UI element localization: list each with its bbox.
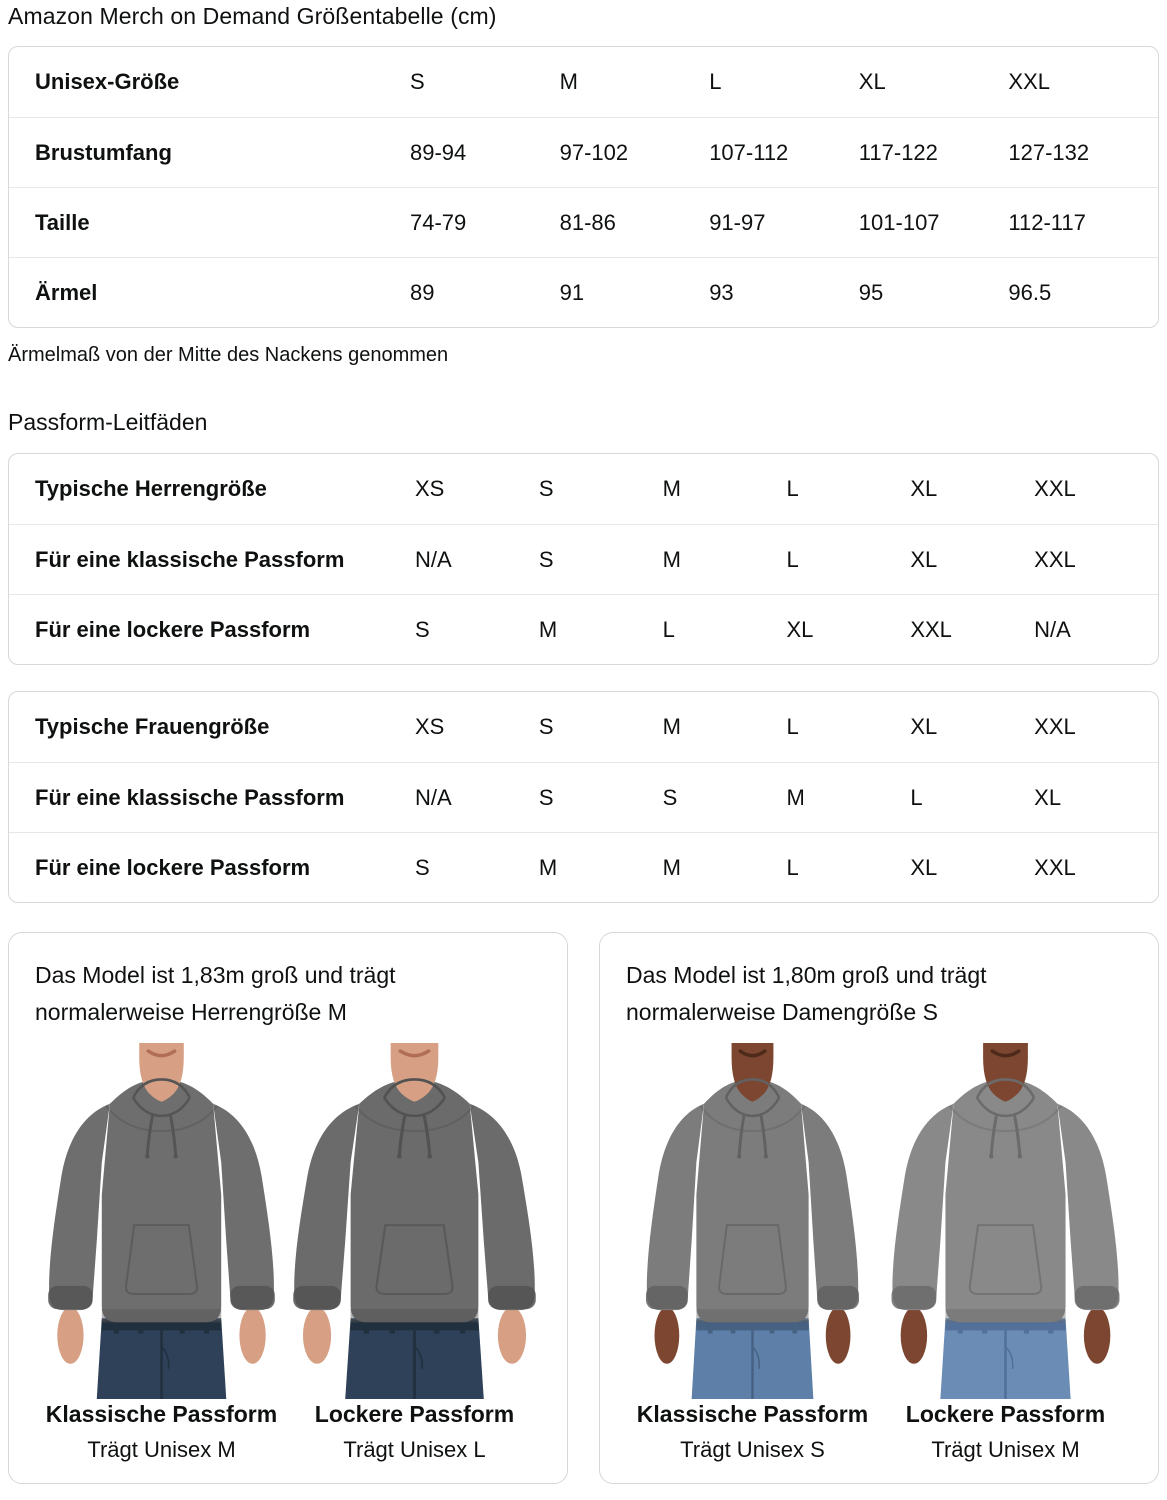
fit-guides-heading: Passform-Leitfäden	[8, 409, 208, 435]
cell-value: XL	[1034, 784, 1062, 810]
cell-value: N/A	[415, 546, 452, 572]
cell-value: S	[538, 784, 554, 810]
fit-label: Lockere Passform	[314, 1401, 515, 1428]
column-header: S	[538, 714, 554, 739]
model-cards	[8, 932, 1159, 1484]
cell-value: S	[415, 616, 430, 642]
model-card-women	[599, 932, 1159, 1484]
column-header: M	[559, 69, 578, 94]
row-label: Für eine lockere Passform	[35, 854, 311, 880]
cell-value: 112-117	[1008, 209, 1086, 235]
row-label: Ärmel	[35, 279, 98, 305]
column-header: XS	[415, 714, 445, 739]
cell-value: 74-79	[410, 209, 467, 235]
column-header: M	[662, 476, 681, 501]
page-title: Amazon Merch on Demand Größentabelle (cm)	[8, 3, 497, 29]
cell-value: 95	[858, 279, 884, 305]
cell-value: M	[538, 854, 558, 880]
table-row-waist	[9, 187, 1158, 257]
cell-value: 107-112	[709, 139, 789, 165]
row-label: Für eine klassische Passform	[35, 546, 345, 572]
table-header-row	[9, 454, 1158, 524]
table-header-row	[9, 692, 1158, 762]
model-figure-classic	[35, 1043, 288, 1463]
cell-value: XXL	[910, 616, 952, 642]
cell-value: XL	[910, 854, 938, 880]
table-row-chest	[9, 117, 1158, 187]
fit-label: Klassische Passform	[636, 1401, 869, 1428]
cell-value: L	[786, 854, 799, 880]
row-label: Typische Frauengröße	[35, 714, 270, 739]
cell-value: 91	[559, 279, 585, 305]
cell-value: S	[415, 854, 430, 880]
column-header: L	[786, 476, 799, 501]
fit-table-men	[8, 453, 1159, 665]
table-row-loose-fit	[9, 832, 1158, 902]
column-header: XXL	[1034, 714, 1076, 739]
table-row-classic-fit	[9, 524, 1158, 594]
cell-value: 101-107	[858, 209, 940, 235]
column-header: XS	[415, 476, 445, 501]
cell-value: N/A	[1034, 616, 1071, 642]
column-header: XXL	[1008, 69, 1050, 94]
column-header: S	[410, 69, 425, 94]
model-figure-loose	[879, 1043, 1132, 1463]
model-figure-classic	[626, 1043, 879, 1463]
model-description: Das Model ist 1,80m groß und trägt normalerweise Damengröße S	[626, 962, 987, 1025]
cell-value: M	[662, 546, 681, 572]
model-photo	[35, 1043, 288, 1399]
cell-value: XL	[910, 546, 938, 572]
cell-value: M	[538, 616, 558, 642]
column-header: XXL	[1034, 476, 1076, 501]
cell-value: L	[910, 784, 923, 810]
column-header: M	[662, 714, 681, 739]
row-label: Taille	[35, 209, 90, 235]
cell-value: L	[662, 616, 675, 642]
cell-value: 89-94	[410, 139, 467, 165]
column-header: L	[709, 69, 722, 94]
column-header: XL	[858, 69, 886, 94]
cell-value: S	[662, 784, 678, 810]
cell-value: 96.5	[1008, 279, 1052, 305]
cell-value: XL	[786, 616, 814, 642]
column-header: XL	[910, 714, 938, 739]
sleeve-measure-footnote: Ärmelmaß von der Mitte des Nackens genommen	[8, 344, 449, 366]
unisex-size-table	[8, 46, 1159, 328]
row-label: Für eine klassische Passform	[35, 784, 345, 810]
cell-value: 81-86	[559, 209, 616, 235]
model-description: Das Model ist 1,83m groß und trägt normalerweise Herrengröße M	[35, 962, 396, 1025]
table-row-sleeve	[9, 257, 1158, 327]
model-photo	[288, 1043, 541, 1399]
size-label: Trägt Unisex M	[931, 1437, 1080, 1463]
table-row-loose-fit	[9, 594, 1158, 664]
row-label: Brustumfang	[35, 139, 172, 165]
size-label: Trägt Unisex M	[87, 1437, 236, 1463]
column-header: S	[538, 476, 554, 501]
model-photo	[879, 1043, 1132, 1399]
cell-value: N/A	[415, 784, 452, 810]
cell-value: 117-122	[858, 139, 938, 165]
cell-value: 91-97	[709, 209, 766, 235]
fit-table-women	[8, 691, 1159, 903]
column-header: XL	[910, 476, 938, 501]
cell-value: M	[662, 854, 681, 880]
model-figure-loose	[288, 1043, 541, 1463]
table-header-row	[9, 47, 1158, 117]
cell-value: S	[538, 546, 554, 572]
cell-value: 89	[410, 279, 435, 305]
column-header: L	[786, 714, 799, 739]
cell-value: XXL	[1034, 854, 1076, 880]
model-card-men	[8, 932, 568, 1484]
fit-label: Klassische Passform	[45, 1401, 278, 1428]
size-label: Trägt Unisex L	[343, 1437, 486, 1463]
model-photo	[626, 1043, 879, 1399]
row-label: Für eine lockere Passform	[35, 616, 311, 642]
size-label: Trägt Unisex S	[680, 1437, 825, 1463]
cell-value: XXL	[1034, 546, 1076, 572]
cell-value: M	[786, 784, 805, 810]
cell-value: 97-102	[559, 139, 629, 165]
row-label: Unisex-Größe	[35, 69, 180, 94]
table-row-classic-fit	[9, 762, 1158, 832]
fit-label: Lockere Passform	[905, 1401, 1106, 1428]
cell-value: L	[786, 546, 799, 572]
cell-value: 93	[709, 279, 734, 305]
cell-value: 127-132	[1008, 139, 1090, 165]
row-label: Typische Herrengröße	[35, 476, 267, 501]
